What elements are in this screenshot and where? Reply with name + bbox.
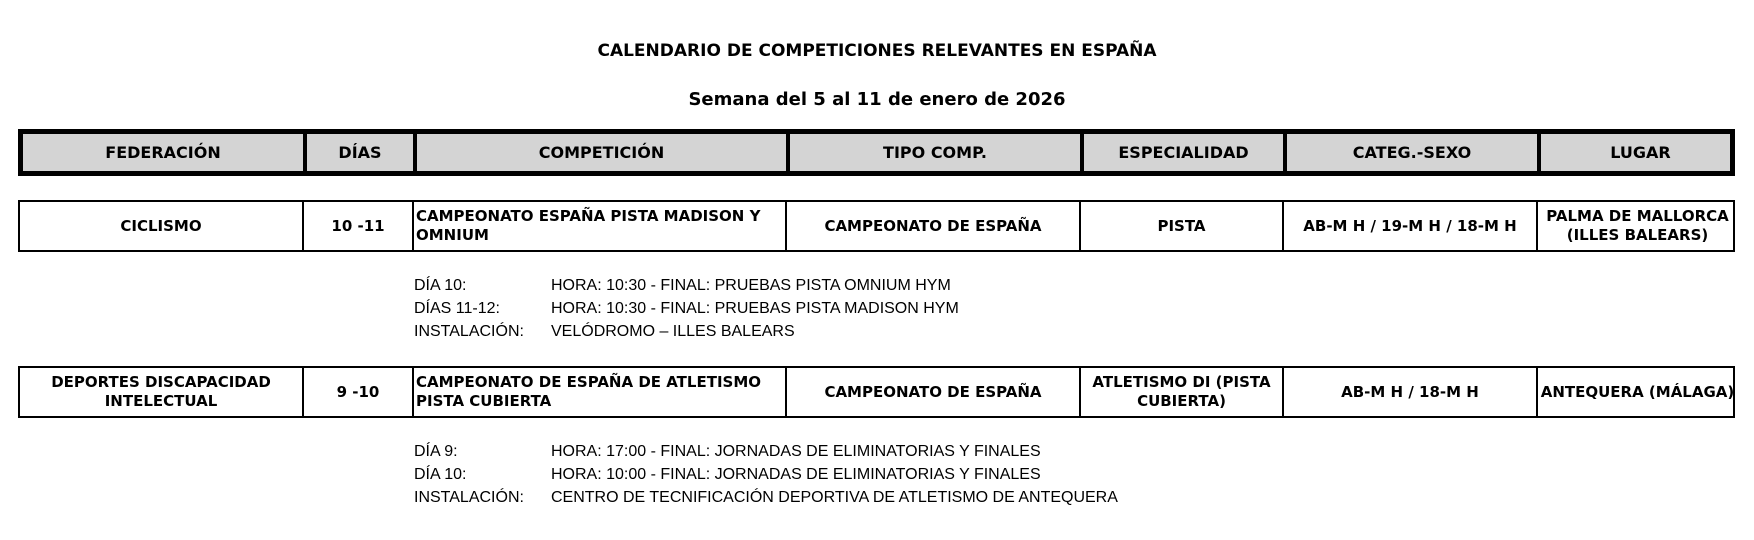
detail-value: HORA: 10:30 - FINAL: PRUEBAS PISTA MADISON HYM — [551, 300, 959, 317]
cell-categ-sexo: AB-M H / 19-M H / 18-M H — [1284, 202, 1538, 250]
cell-competicion: CAMPEONATO ESPAÑA PISTA MADISON Y OMNIUM — [414, 202, 787, 250]
detail-label: INSTALACIÓN: — [414, 323, 524, 340]
table-header — [18, 129, 1735, 176]
cell-lugar: ANTEQUERA (MÁLAGA) — [1540, 382, 1735, 401]
header-tipo-comp: TIPO COMP. — [790, 134, 1084, 171]
header-lugar: LUGAR — [1610, 143, 1671, 162]
detail-label: DÍAS 11-12: — [414, 300, 500, 317]
detail-line — [414, 440, 1118, 463]
header-competicion: COMPETICIÓN — [417, 134, 790, 171]
header-federacion: FEDERACIÓN — [23, 134, 307, 171]
cell-especialidad: ATLETISMO DI (PISTA CUBIERTA) — [1081, 368, 1284, 416]
detail-label: INSTALACIÓN: — [414, 489, 524, 506]
cell-especialidad: PISTA — [1081, 202, 1284, 250]
detail-label: DÍA 10: — [414, 277, 467, 294]
detail-line — [414, 463, 1118, 486]
header-dias: DÍAS — [307, 134, 417, 171]
cell-competicion: CAMPEONATO DE ESPAÑA DE ATLETISMO PISTA CUBIERTA — [414, 368, 787, 416]
cell-federacion: CICLISMO — [20, 202, 304, 250]
detail-line — [414, 320, 959, 343]
cell-categ-sexo: AB-M H / 18-M H — [1284, 368, 1538, 416]
detail-value: VELÓDROMO – ILLES BALEARS — [551, 323, 795, 340]
detail-value: HORA: 10:00 - FINAL: JORNADAS DE ELIMINATORIAS Y FINALES — [551, 466, 1041, 483]
detail-line — [414, 297, 959, 320]
cell-tipo-comp: CAMPEONATO DE ESPAÑA — [787, 202, 1081, 250]
table-row — [18, 200, 1735, 252]
detail-value: HORA: 17:00 - FINAL: JORNADAS DE ELIMINATORIAS Y FINALES — [551, 443, 1041, 460]
cell-federacion: DEPORTES DISCAPACIDAD INTELECTUAL — [20, 368, 304, 416]
detail-line — [414, 486, 1118, 509]
cell-dias: 9 -10 — [304, 368, 414, 416]
detail-label: DÍA 9: — [414, 443, 458, 460]
competition-details — [414, 440, 1118, 509]
table-row — [18, 366, 1735, 418]
document-title: CALENDARIO DE COMPETICIONES RELEVANTES EN ESPAÑA — [597, 41, 1157, 61]
header-especialidad: ESPECIALIDAD — [1084, 134, 1287, 171]
detail-label: DÍA 10: — [414, 466, 467, 483]
cell-tipo-comp: CAMPEONATO DE ESPAÑA — [787, 368, 1081, 416]
header-categ-sexo: CATEG.-SEXO — [1287, 134, 1541, 171]
detail-value: HORA: 10:30 - FINAL: PRUEBAS PISTA OMNIUM HYM — [551, 277, 951, 294]
document-subtitle: Semana del 5 al 11 de enero de 2026 — [688, 89, 1066, 110]
detail-line — [414, 274, 959, 297]
competition-details — [414, 274, 959, 343]
cell-dias: 10 -11 — [304, 202, 414, 250]
cell-lugar: PALMA DE MALLORCA (ILLES BALEARS) — [1546, 207, 1729, 244]
detail-value: CENTRO DE TECNIFICACIÓN DEPORTIVA DE ATLETISMO DE ANTEQUERA — [551, 489, 1118, 506]
